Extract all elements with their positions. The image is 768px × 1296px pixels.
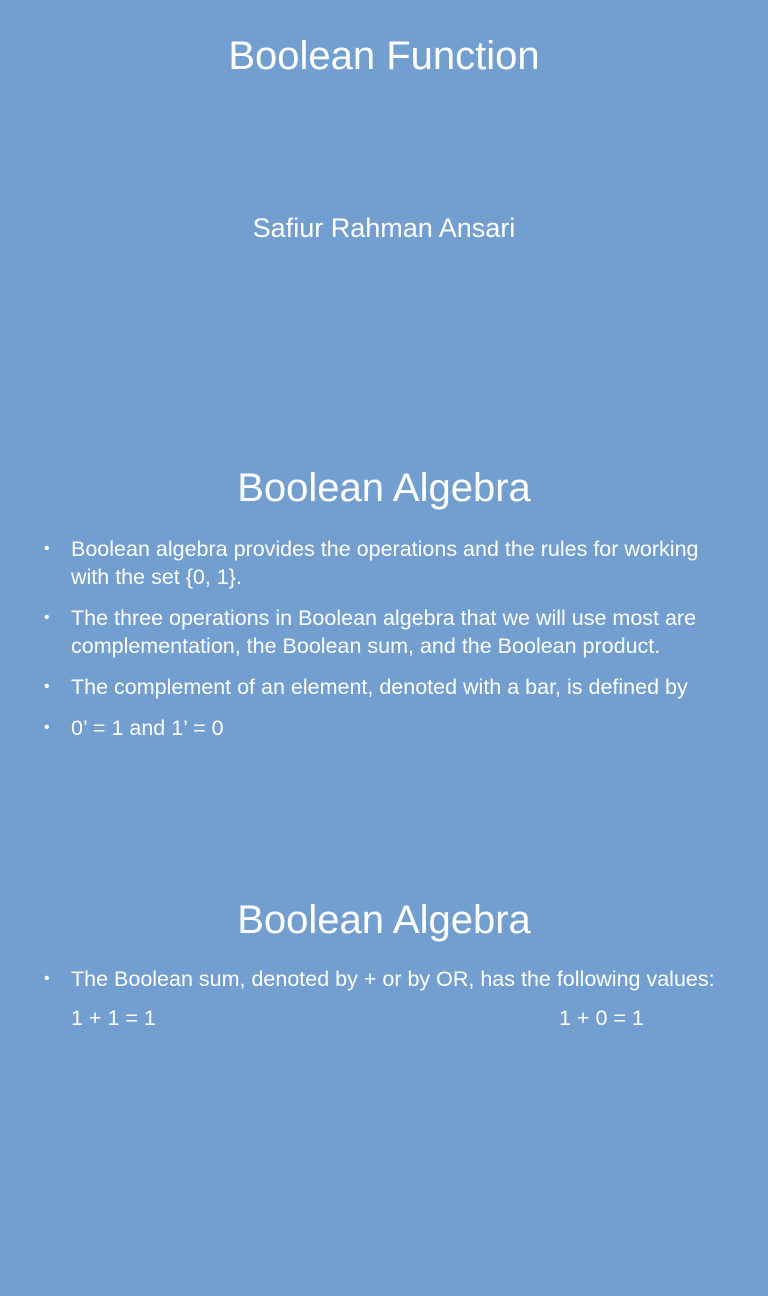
bullet-item: [44, 965, 724, 993]
bullet-item: [44, 714, 724, 742]
equation-left: 1 + 1 = 1: [71, 1006, 156, 1030]
slide-1-title: Boolean Function: [228, 34, 540, 78]
slide-title: [0, 0, 768, 432]
equation-right: 1 + 0 = 1: [559, 1006, 644, 1030]
bullet-text: The complement of an element, denoted with a bar, is defined by: [71, 675, 688, 699]
bullet-text: Boolean algebra provides the operations and the rules for working with the set {0, 1}.: [71, 537, 699, 589]
slide-2-title: Boolean Algebra: [237, 466, 531, 510]
slide-boolean-algebra-1: [0, 432, 768, 864]
bullet-item: [44, 673, 724, 701]
bullet-list: [44, 535, 724, 755]
bullet-text: 0’ = 1 and 1’ = 0: [71, 716, 224, 740]
slide-boolean-algebra-2: [0, 864, 768, 1296]
bullet-dot-icon: •: [44, 609, 50, 626]
bullet-list: [44, 965, 724, 1006]
bullet-item: [44, 604, 724, 660]
bullet-dot-icon: •: [44, 678, 50, 695]
slide-3-title: Boolean Algebra: [237, 898, 531, 942]
bullet-item: [44, 535, 724, 591]
bullet-dot-icon: •: [44, 719, 50, 736]
bullet-text: The three operations in Boolean algebra that we will use most are complementation, the Boolean sum, and the Boolean product.: [71, 606, 697, 658]
author-name: Safiur Rahman Ansari: [252, 213, 516, 243]
bullet-text: The Boolean sum, denoted by + or by OR, has the following values:: [71, 967, 715, 991]
bullet-dot-icon: •: [44, 970, 50, 987]
bullet-dot-icon: •: [44, 540, 50, 557]
